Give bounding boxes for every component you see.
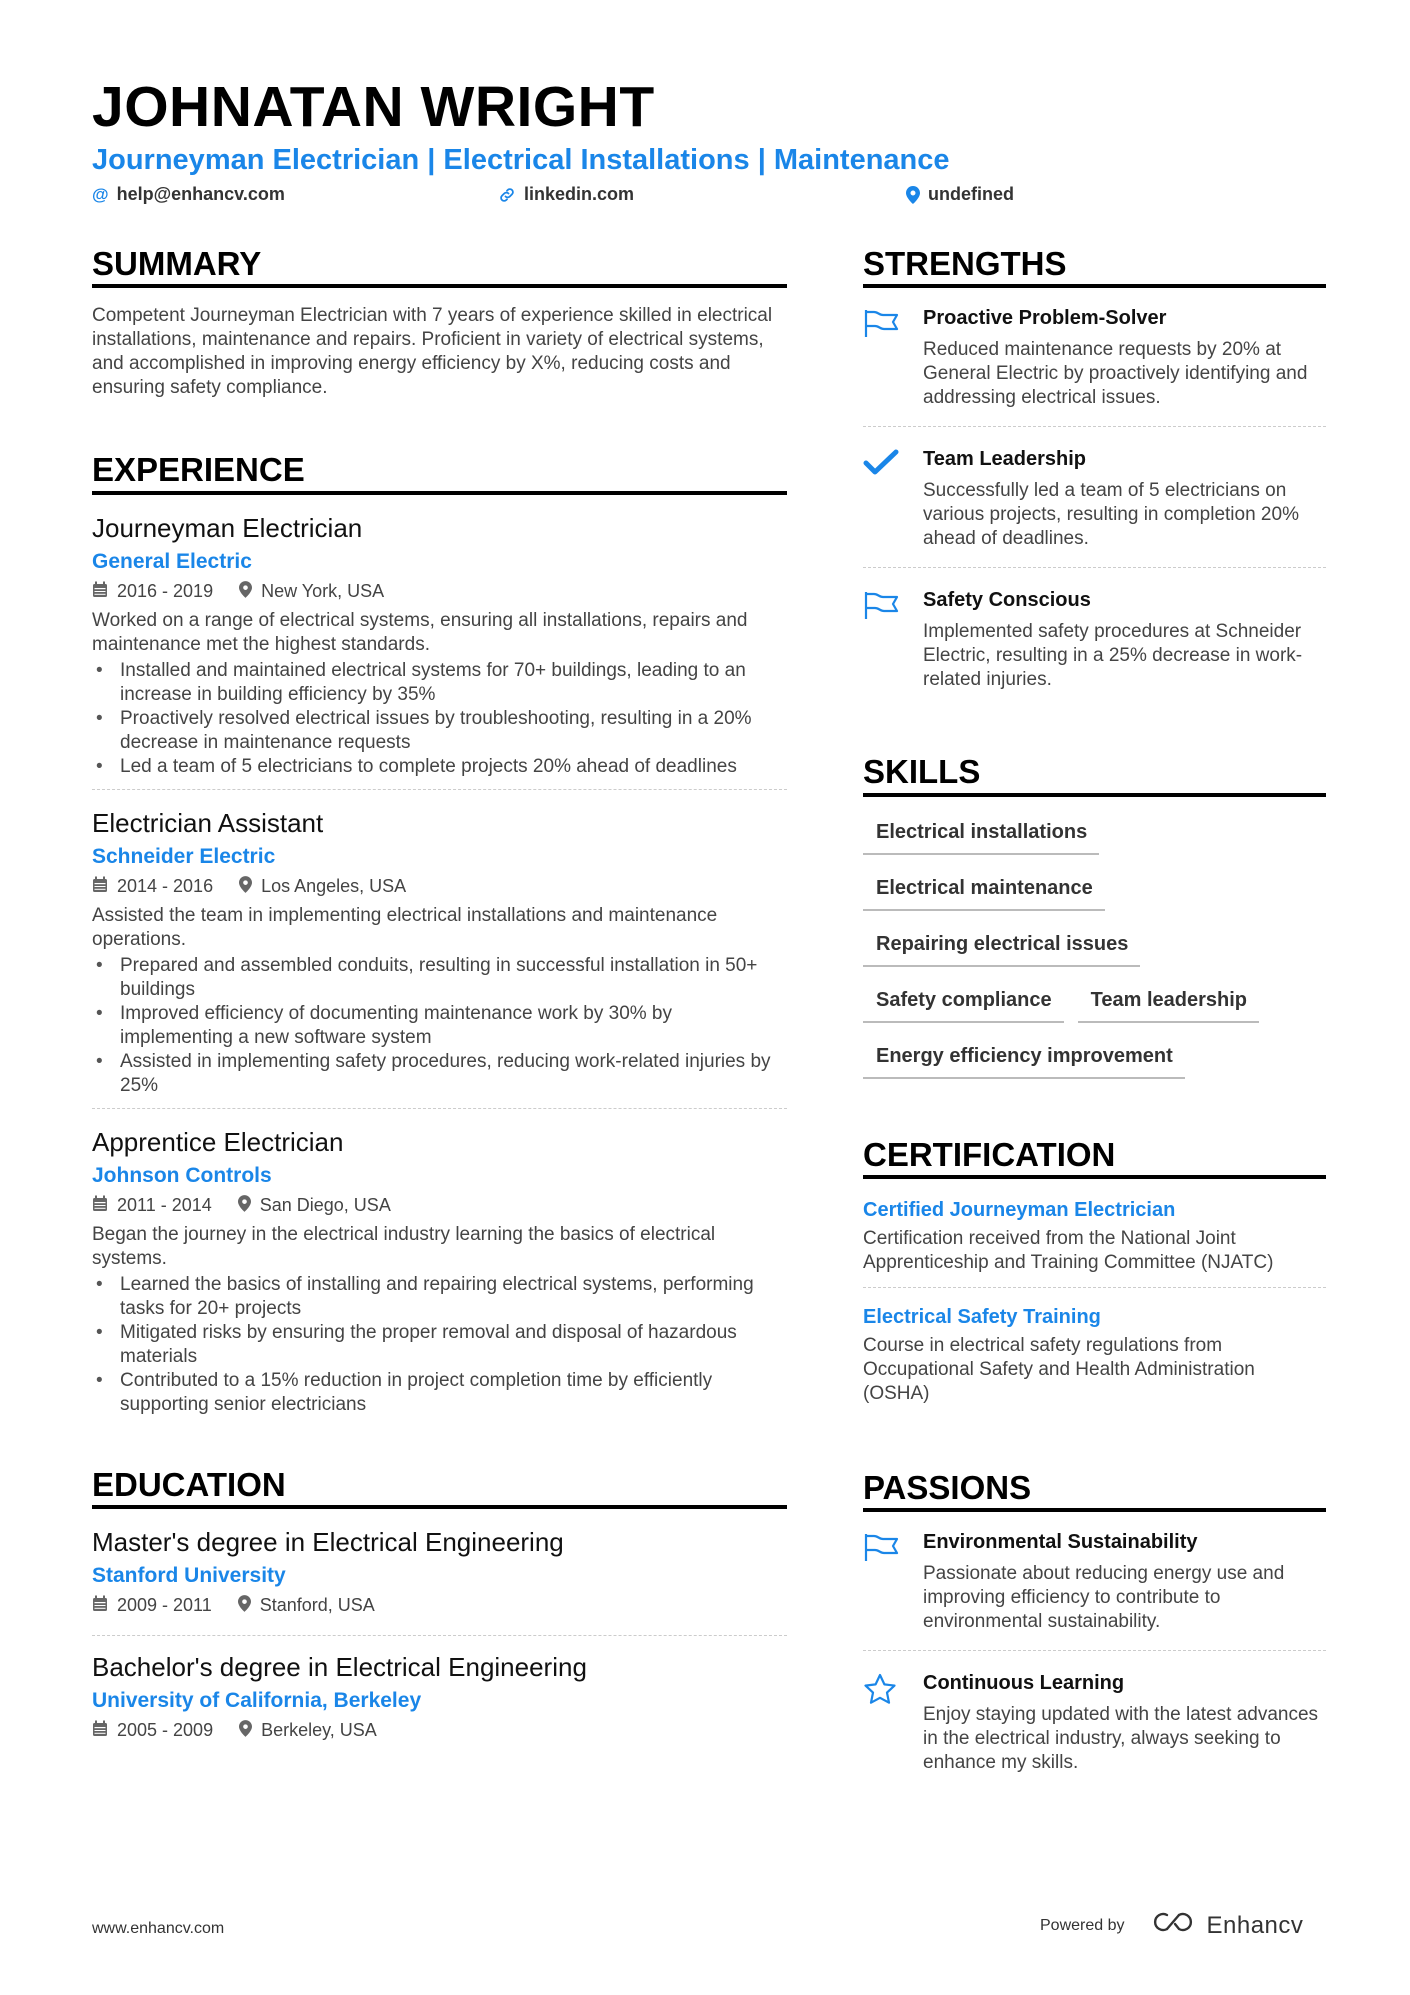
school-name: Stanford University [92, 1563, 286, 1587]
checkmark-icon [863, 445, 923, 551]
education-location: Berkeley, USA [261, 1720, 377, 1741]
summary-text: Competent Journeyman Electrician with 7 years of experience skilled in electrical installations, maintenance and repairs. Proficient in variety of electrical systems, and accomplished in improving energy efficiency by X%, reducing costs and ensuring safety compliance. [92, 305, 773, 399]
calendar-icon [92, 581, 108, 603]
certification-text: Course in electrical safety regulations from Occupational Safety and Health Administration (OSHA) [863, 1334, 1255, 1404]
right-column [863, 246, 1326, 1837]
calendar-icon [92, 876, 108, 898]
job-title: Apprentice Electrician [92, 1126, 344, 1157]
calendar-icon [92, 1195, 108, 1217]
company-name: Schneider Electric [92, 844, 276, 868]
location-pin-icon [239, 1720, 252, 1742]
job-description: Began the journey in the electrical industry learning the basics of electrical systems. [92, 1223, 716, 1269]
strength-item [863, 445, 1326, 568]
job-meta [92, 876, 787, 898]
job-meta [92, 1195, 787, 1217]
education-location: Stanford, USA [259, 1595, 375, 1616]
job-title: Journeyman Electrician [92, 512, 363, 543]
skill-tag: Repairing electrical issues [863, 925, 1140, 967]
skills-heading: SKILLS [863, 754, 1326, 796]
experience-heading: EXPERIENCE [92, 452, 787, 494]
skill-tag: Safety compliance [863, 981, 1064, 1023]
certification-text: Certification received from the National Joint Apprenticeship and Training Committee (NJATC) [863, 1227, 1274, 1273]
school-name: University of California, Berkeley [92, 1688, 422, 1712]
education-meta [92, 1595, 787, 1617]
strength-text: Reduced maintenance requests by 20% at General Electric by proactively identifying and addressing electrical issues. [923, 339, 1308, 409]
certification-item [863, 1302, 1326, 1418]
education-dates: 2009 - 2011 [117, 1595, 212, 1616]
education-dates: 2005 - 2009 [117, 1720, 214, 1741]
flag-icon [863, 1528, 923, 1634]
contact-email[interactable] [92, 184, 285, 205]
calendar-icon [92, 1595, 108, 1617]
contact-location [906, 184, 1014, 205]
job-meta [92, 581, 787, 603]
strength-title: Safety Conscious [923, 589, 1091, 612]
job-description: Assisted the team in implementing electrical installations and maintenance operations. [92, 904, 718, 950]
strength-title: Proactive Problem-Solver [923, 307, 1167, 330]
skill-tag: Electrical maintenance [863, 869, 1105, 911]
skill-tag: Team leadership [1078, 981, 1259, 1023]
job-title: Electrician Assistant [92, 807, 324, 838]
skill-tag: Electrical installations [863, 813, 1099, 855]
location-pin-icon [238, 1195, 251, 1217]
strength-item [863, 586, 1326, 708]
strength-text: Implemented safety procedures at Schneider Electric, resulting in a 25% decrease in work-related injuries. [923, 621, 1303, 691]
passion-text: Passionate about reducing energy use and improving efficiency to contribute to environmental sustainability. [923, 1563, 1285, 1633]
skills-list [863, 813, 1326, 1093]
calendar-icon [92, 1720, 108, 1742]
strength-text: Successfully led a team of 5 electricians on various projects, resulting in completion 20% ahead of deadlines. [923, 480, 1299, 550]
job-bullet: • Installed and maintained electrical systems for 70+ buildings, leading to an increase in building efficiency by 35% [92, 659, 787, 707]
job-bullet: • Led a team of 5 electricians to complete projects 20% ahead of deadlines [92, 755, 787, 779]
candidate-name: JOHNATAN WRIGHT [92, 75, 655, 139]
education-item [92, 1650, 787, 1760]
summary-heading: SUMMARY [92, 246, 787, 288]
job-bullet: • Proactively resolved electrical issues by troubleshooting, resulting in a 20% decrease in maintenance requests [92, 707, 787, 755]
company-name: General Electric [92, 549, 252, 573]
contact-linkedin-text: linkedin.com [524, 184, 635, 204]
education-meta [92, 1720, 787, 1742]
footer-branding [1040, 1910, 1303, 1941]
passion-title: Continuous Learning [923, 1672, 1125, 1695]
footer-website[interactable]: www.enhancv.com [92, 1920, 225, 1937]
experience-item [92, 1125, 787, 1427]
flag-icon [863, 304, 923, 410]
job-dates: 2011 - 2014 [117, 1195, 212, 1216]
strength-title: Team Leadership [923, 448, 1087, 471]
brand-logo[interactable] [1151, 1910, 1304, 1941]
education-heading: EDUCATION [92, 1467, 787, 1509]
job-dates: 2016 - 2019 [117, 581, 214, 602]
job-bullets [92, 1273, 787, 1417]
certification-title: Electrical Safety Training [863, 1305, 1101, 1328]
experience-item [92, 511, 787, 790]
strength-item [863, 304, 1326, 427]
passion-item [863, 1669, 1326, 1791]
degree-title: Master's degree in Electrical Engineering [92, 1526, 564, 1557]
contact-location-text: undefined [928, 184, 1014, 204]
passion-title: Environmental Sustainability [923, 1531, 1198, 1554]
degree-title: Bachelor's degree in Electrical Engineering [92, 1651, 587, 1682]
skill-tag: Energy efficiency improvement [863, 1037, 1185, 1079]
job-bullet: • Learned the basics of installing and repairing electrical systems, performing tasks for 20+ projects [92, 1273, 787, 1321]
experience-item [92, 806, 787, 1109]
job-bullet: • Prepared and assembled conduits, resulting in successful installation in 50+ buildings [92, 954, 787, 1002]
job-dates: 2014 - 2016 [117, 876, 214, 897]
job-bullet: • Contributed to a 15% reduction in project completion time by efficiently supporting senior electricians [92, 1369, 787, 1417]
passions-heading: PASSIONS [863, 1470, 1326, 1512]
contact-email-text: help@enhancv.com [116, 184, 285, 204]
certification-heading: CERTIFICATION [863, 1137, 1326, 1179]
job-bullet: • Mitigated risks by ensuring the proper removal and disposal of hazardous materials [92, 1321, 787, 1369]
location-pin-icon [239, 876, 252, 898]
passion-text: Enjoy staying updated with the latest advances in the electrical industry, always seeking to enhance my skills. [923, 1704, 1319, 1774]
job-bullet: • Assisted in implementing safety procedures, reducing work-related injuries by 25% [92, 1050, 787, 1098]
brand-name: Enhancv [1206, 1911, 1304, 1939]
strengths-heading: STRENGTHS [863, 246, 1326, 288]
powered-by-label: Powered by [1040, 1916, 1125, 1934]
job-description: Worked on a range of electrical systems, ensuring all installations, repairs and maintenance met the highest standards. [92, 609, 748, 655]
certification-title: Certified Journeyman Electrician [863, 1198, 1176, 1221]
at-icon: @ [92, 184, 109, 204]
location-pin-icon [239, 581, 252, 603]
flag-icon [863, 586, 923, 692]
link-icon [498, 186, 516, 204]
left-column [92, 246, 787, 1774]
company-name: Johnson Controls [92, 1163, 272, 1187]
job-bullets [92, 659, 787, 779]
education-item [92, 1525, 787, 1636]
star-icon [863, 1669, 923, 1775]
certification-item [863, 1195, 1326, 1288]
location-pin-icon [238, 1595, 251, 1617]
job-bullets [92, 954, 787, 1098]
passion-item [863, 1528, 1326, 1651]
job-location: Los Angeles, USA [261, 876, 407, 897]
candidate-title: Journeyman Electrician | Electrical Installations | Maintenance [92, 144, 950, 176]
job-location: New York, USA [261, 581, 385, 602]
job-bullet: • Improved efficiency of documenting maintenance work by 30% by implementing a new software system [92, 1002, 787, 1050]
contact-linkedin[interactable] [498, 184, 634, 205]
job-location: San Diego, USA [259, 1195, 391, 1216]
location-pin-icon [906, 186, 920, 204]
enhancv-logo-icon [1151, 1910, 1197, 1941]
